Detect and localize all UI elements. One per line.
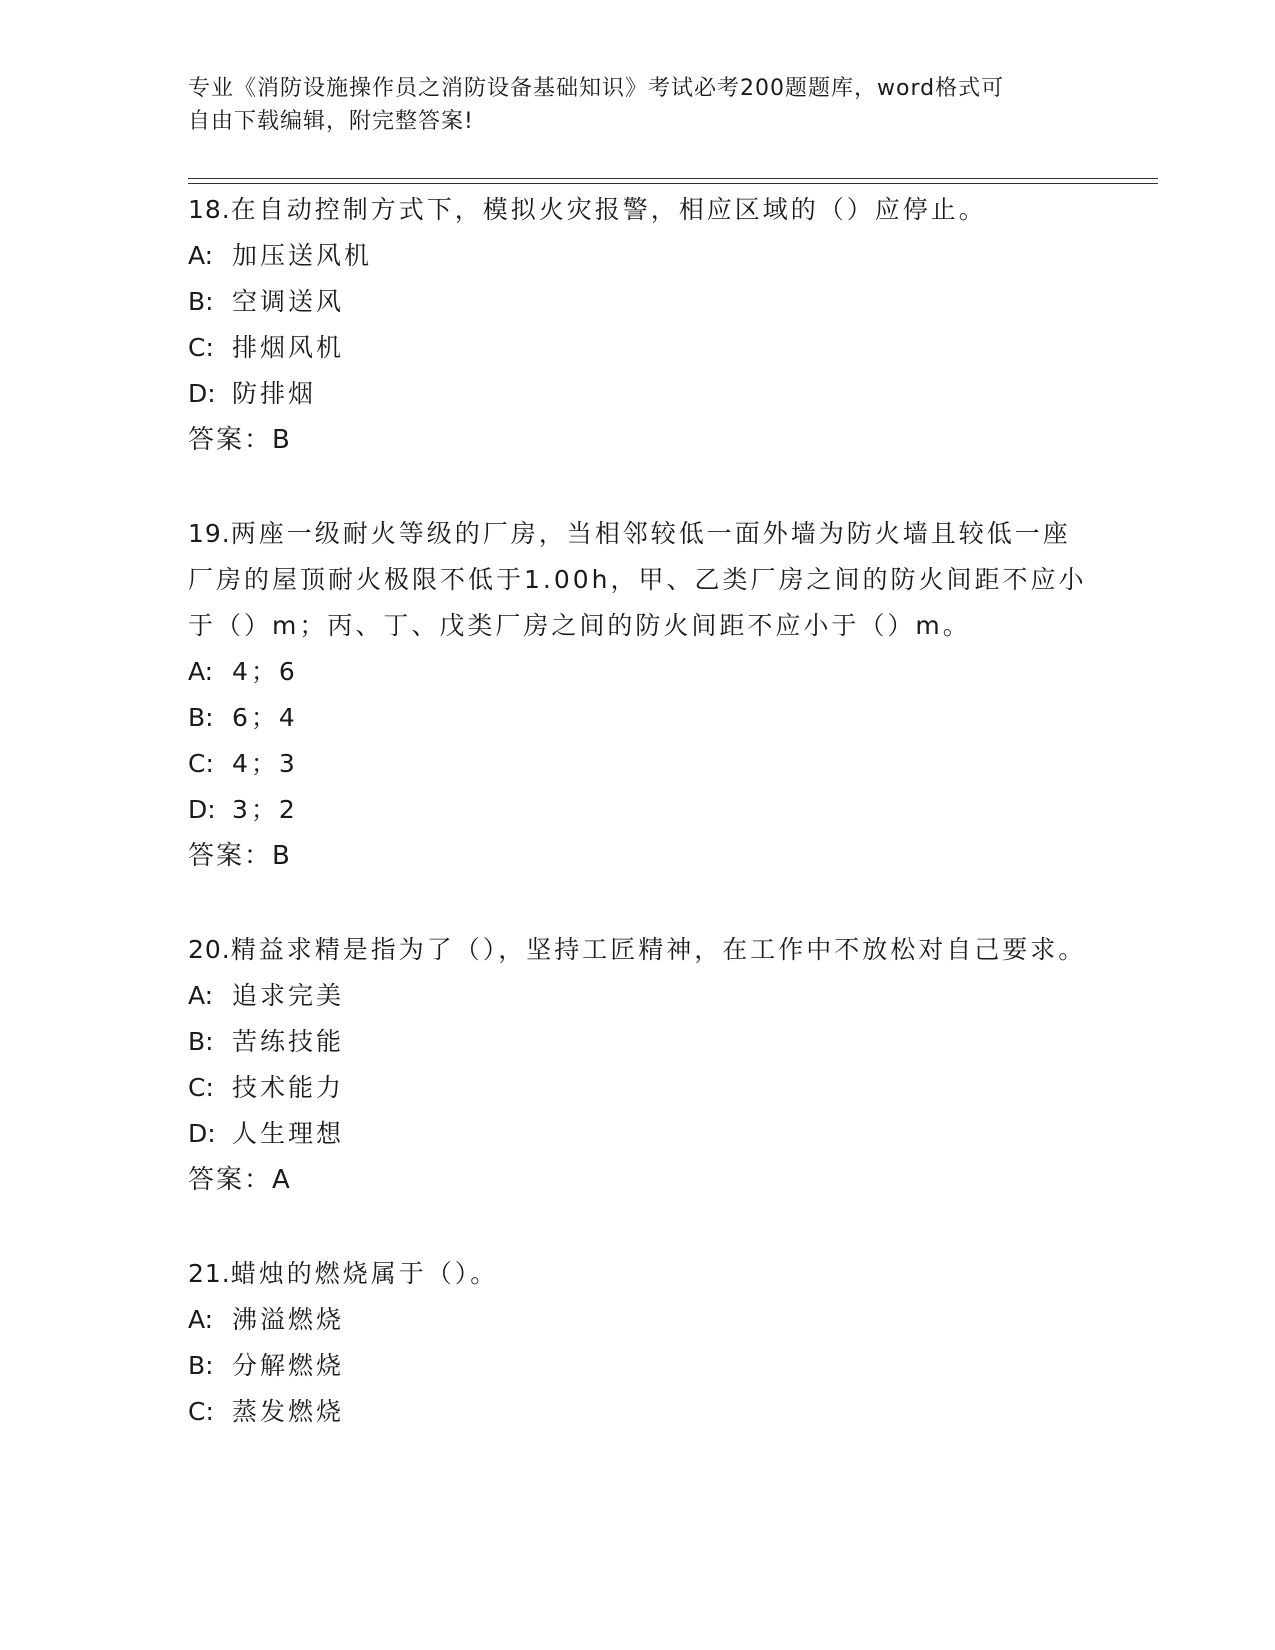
question-text: 精益求精是指为了（），坚持工匠精神，在工作中不放松对自己要求。 (230, 935, 1087, 964)
document-header (188, 72, 1088, 138)
option-c (188, 1065, 1088, 1111)
option-a (188, 973, 1088, 1019)
option-d (188, 787, 1088, 833)
option-text: 3；2 (232, 795, 298, 824)
option-text: 6；4 (232, 703, 298, 732)
option-text: 蒸发燃烧 (232, 1397, 345, 1426)
option-letter: D: (188, 795, 216, 824)
option-c (188, 325, 1088, 371)
option-letter: B: (188, 1027, 214, 1056)
option-letter: B: (188, 703, 214, 732)
option-text: 加压送风机 (232, 241, 373, 270)
answer-value: A (272, 1165, 292, 1195)
option-letter: C: (188, 1073, 214, 1102)
option-letter: A: (188, 1305, 214, 1334)
option-letter: C: (188, 1397, 214, 1426)
option-text: 沸溢燃烧 (232, 1305, 345, 1334)
option-letter: B: (188, 287, 214, 316)
header-line-1: 专业《消防设施操作员之消防设备基础知识》考试必考200题题库，word格式可 (188, 76, 1005, 101)
question-text: 蜡烛的燃烧属于（）。 (230, 1259, 499, 1288)
question-stem (188, 1251, 1088, 1297)
option-text: 人生理想 (232, 1119, 345, 1148)
option-b (188, 1343, 1088, 1389)
answer-line (188, 833, 1088, 879)
option-letter: D: (188, 379, 216, 408)
option-text: 分解燃烧 (232, 1351, 345, 1380)
option-text: 技术能力 (232, 1073, 345, 1102)
option-letter: B: (188, 1351, 214, 1380)
answer-label: 答案： (188, 841, 273, 871)
option-letter: D: (188, 1119, 216, 1148)
option-c (188, 741, 1088, 787)
option-text: 苦练技能 (232, 1027, 345, 1056)
question-20 (188, 927, 1088, 1203)
question-number: 19. (188, 519, 231, 548)
option-b (188, 695, 1088, 741)
option-letter: C: (188, 749, 214, 778)
question-stem (188, 187, 1088, 233)
question-stem (188, 927, 1088, 973)
answer-line (188, 417, 1088, 463)
question-number: 20. (188, 935, 231, 964)
header-divider-top (188, 178, 1158, 179)
question-stem (188, 511, 1088, 649)
question-21 (188, 1251, 1088, 1435)
question-18 (188, 187, 1088, 463)
question-text: 在自动控制方式下，模拟火灾报警，相应区域的（）应停止。 (230, 195, 987, 224)
question-number: 21. (188, 1259, 231, 1288)
option-letter: A: (188, 241, 214, 270)
option-letter: A: (188, 981, 214, 1010)
option-b (188, 279, 1088, 325)
option-b (188, 1019, 1088, 1065)
option-text: 4；3 (232, 749, 298, 778)
answer-value: B (272, 425, 292, 455)
header-divider-bottom (188, 183, 1158, 184)
question-text: 两座一级耐火等级的厂房，当相邻较低一面外墙为防火墙且较低一座厂房的屋顶耐火极限不低于1.00h，甲、乙类厂房之间的防火间距不应小于（）m；丙、丁、戊类厂房之间的防火间距不应小于（）m。 (188, 519, 1087, 640)
option-a (188, 1297, 1088, 1343)
option-d (188, 371, 1088, 417)
answer-label: 答案： (188, 1165, 273, 1195)
option-text: 防排烟 (232, 379, 317, 408)
option-c (188, 1389, 1088, 1435)
option-text: 4；6 (232, 657, 298, 686)
option-text: 排烟风机 (232, 333, 345, 362)
question-number: 18. (188, 195, 231, 224)
option-letter: A: (188, 657, 214, 686)
option-text: 空调送风 (232, 287, 345, 316)
option-a (188, 233, 1088, 279)
question-19 (188, 511, 1088, 879)
answer-line (188, 1157, 1088, 1203)
answer-value: B (272, 841, 292, 871)
option-text: 追求完美 (232, 981, 345, 1010)
option-a (188, 649, 1088, 695)
question-list (188, 187, 1088, 1483)
option-letter: C: (188, 333, 214, 362)
option-d (188, 1111, 1088, 1157)
header-line-2: 自由下载编辑，附完整答案! (188, 109, 474, 134)
answer-label: 答案： (188, 425, 273, 455)
